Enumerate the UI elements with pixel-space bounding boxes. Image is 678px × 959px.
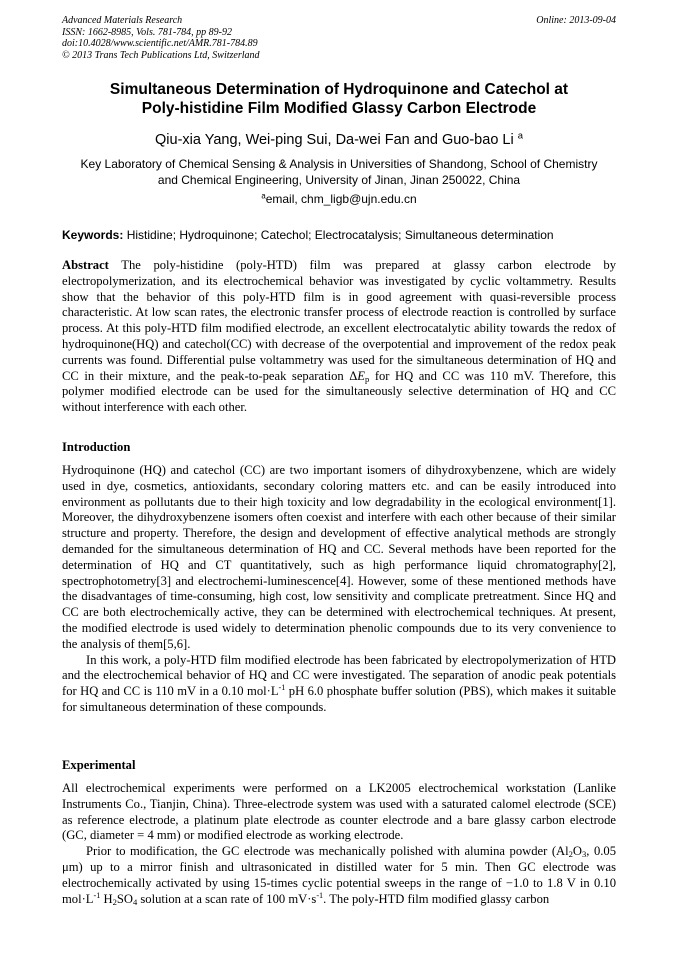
affiliation-line-1: Key Laboratory of Chemical Sensing & Analysis in Universities of Shandong, School of Chemistry [80, 157, 598, 171]
h2so4-sub-4: 4 [132, 896, 138, 907]
affiliation-line-2: and Chemical Engineering, University of Jinan, Jinan 250022, China [157, 173, 521, 187]
title-line-2: Poly-histidine Film Modified Glassy Carbon Electrode [141, 100, 537, 117]
abstract-text-2: for HQ and CC was 110 mV. Therefore, this polymer modified electrode can be used for the simultaneously selective determination of HQ and CC without interference with each other. [62, 368, 616, 415]
intro-p2-text-b: pH 6.0 phosphate buffer solution (PBS), which makes it suitable for simultaneous determination of these compounds. [62, 684, 616, 714]
copyright-line: © 2013 Trans Tech Publications Ltd, Switzerland [62, 49, 260, 61]
abstract-ep-subscript: p [365, 373, 370, 384]
introduction-paragraph-2 [62, 653, 616, 716]
h2so4-h: H [100, 891, 113, 906]
exp-p2-text-b: , 0.05 μm) up to a mirror finish and ultrasonicated in distilled water for 5 min. Then GC electrode was electrochemically activated by using 15-times cyclic potential sweeps in the range of −1.0 to 1.8 V in 0.10 mol·L [62, 844, 617, 906]
title-line-1: Simultaneous Determination of Hydroquinone and Catechol at [109, 81, 569, 98]
alumina-sub-3: 3 [582, 849, 587, 860]
exp-sup-2: -1 [316, 890, 324, 900]
keywords [62, 228, 616, 242]
experimental-heading: Experimental [62, 758, 136, 772]
abstract [62, 258, 616, 416]
author-names: Qiu-xia Yang, Wei-ping Sui, Da-wei Fan and Guo-bao Li [155, 132, 514, 148]
issn-line: ISSN: 1662-8985, Vols. 781-784, pp 89-92 [62, 26, 232, 38]
alumina-o: O [572, 844, 583, 859]
journal-header [62, 15, 616, 61]
online-date: Online: 2013-09-04 [536, 15, 616, 26]
author-affiliation-mark: a [517, 129, 523, 141]
email-mark: a [261, 191, 266, 201]
exp-p2-text-c: solution at a scan rate of 100 mV·s [137, 891, 317, 906]
intro-p2-text-a: In this work, a poly-HTD film modified electrode has been fabricated by electropolymerization of HTD and the electrochemical behavior of HQ and CC were investigated. The separation of anodic peak potentials for HQ and CC is 110 mV in a 0.10 mol·L [62, 652, 616, 699]
abstract-text-1: The poly-histidine (poly-HTD) film was prepared at glassy carbon electrode by electropolymerization, and its electrochemical behavior was investigated by cyclic voltammetry. Results show that the behavior of this poly-HTD film is in good agreement with quasi-reversible process characteristic. At low scan rates, the electronic transfer process of electrode reaction is controlled by surface process. At this poly-HTD film modified electrode, an excellent electrocatalytic ability towards the redox of hydroquinone(HQ) and catechol(CC) with decrease of the overpotential and improvement of the redox peak currents was found. Differential pulse voltammetry was used for the simultaneous determination of HQ and CC in their mixture, and the peak-to-peak separation Δ [62, 258, 616, 383]
introduction-body [62, 463, 616, 716]
keywords-text: Histidine; Hydroquinone; Catechol; Electrocatalysis; Simultaneous determination [126, 228, 554, 242]
affiliation [62, 156, 616, 188]
experimental-paragraph-1: All electrochemical experiments were performed on a LK2005 electrochemical workstation (Lanlike Instruments Co., Tianjin, China). Three-electrode system was used with a saturated calomel electrode (SCE) as reference electrode, a platinum plate electrode as counter electrode and a bare glassy carbon electrode (GC, diameter = 4 mm) or modified electrode as working electrode. [62, 781, 616, 843]
doi-line: doi:10.4028/www.scientific.net/AMR.781-784.89 [62, 38, 258, 49]
introduction-paragraph-1: Hydroquinone (HQ) and catechol (CC) are two important isomers of dihydroxybenzene, which are widely used in dye, cosmetics, antioxidants, secondary coloring matters etc. and can be easily introduced into environment as pollutants due to their high toxicity and low degradability in the ecological environment[1]. Moreover, the dihydroxybenzene isomers often coexist and interfere with each other because of their similar structure and property. Therefore, the design and development of effective analytical methods are strongly demanded for the simultaneous determination of HQ and CC. Several methods have been reported for the determination of HQ and CT quantitatively, such as high performance liquid chromatography[2], spectrophotometry[3] and electrochemi-luminescence[4]. However, some of these mentioned methods have the disadvantages of time-consuming, high cost, low sensitivity and complicate pretreatment. Since HQ and CC are both electrochemically active, they can be determined with electrochemical techniques. At present, the modified electrode is used widely to determination phenolic compounds due to its very convenience to the analysis of them[5,6]. [62, 463, 616, 651]
journal-name: Advanced Materials Research [62, 15, 183, 26]
experimental-body [62, 781, 616, 907]
abstract-ep-symbol: E [357, 368, 365, 383]
exp-sup-1: -1 [93, 890, 101, 900]
email-line [62, 192, 616, 206]
author-list [60, 129, 618, 148]
introduction-heading: Introduction [62, 440, 131, 454]
paper-title [70, 80, 608, 118]
exp-p2-text-d: . The poly-HTD film modified glassy carbon [323, 891, 550, 906]
email-address: email, chm_ligb@ujn.edu.cn [265, 192, 417, 206]
abstract-label: Abstract [62, 258, 109, 272]
exp-p2-text-a: Prior to modification, the GC electrode was mechanically polished with alumina powder (Al [86, 844, 569, 859]
h2so4-sub-2: 2 [112, 896, 117, 907]
h2so4-so: SO [116, 891, 133, 906]
alumina-sub-2: 2 [568, 849, 573, 860]
intro-p2-sup: -1 [278, 683, 286, 693]
experimental-paragraph-2 [62, 844, 616, 907]
keywords-label: Keywords: [62, 228, 124, 242]
